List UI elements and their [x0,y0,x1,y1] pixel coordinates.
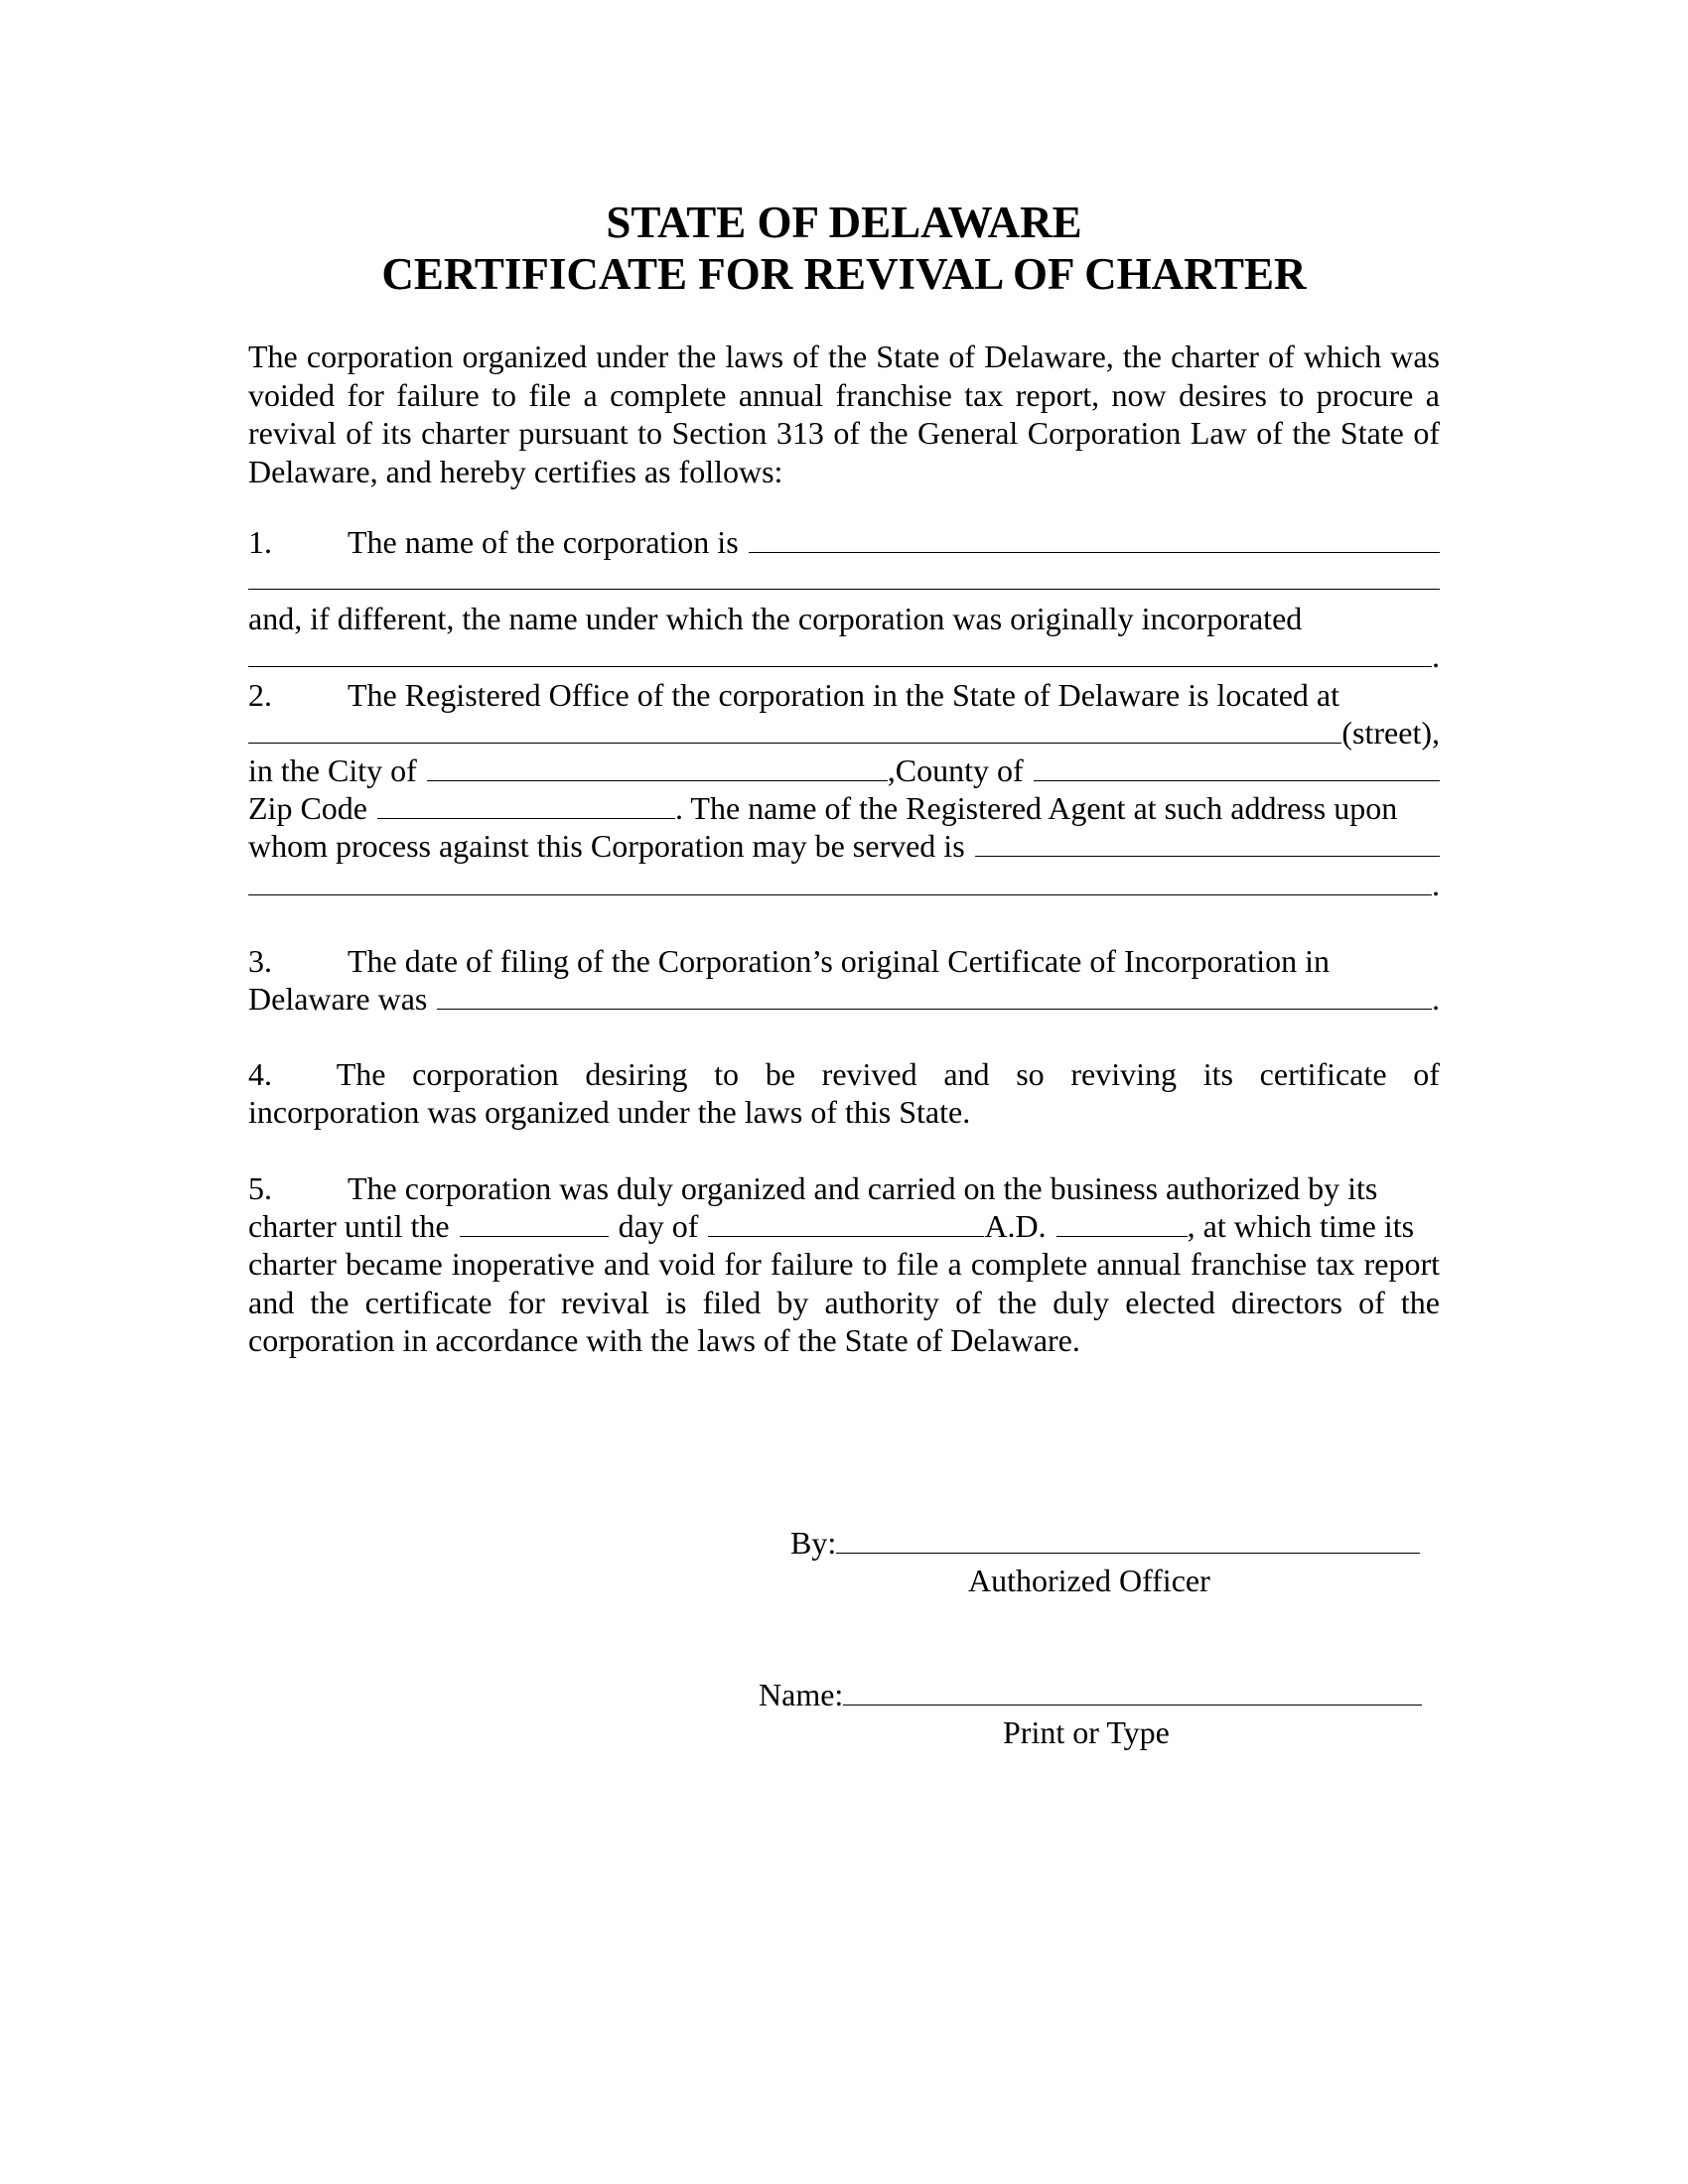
item-2-street-line [248,714,1440,751]
item-4-word: its [1202,1056,1233,1092]
year-field[interactable] [1056,1208,1188,1237]
item-1-text: The name of the corporation is [348,524,739,560]
item-4-text-2: incorporation was organized under the laws of this State. [248,1094,971,1130]
item-4-word: revived [821,1056,917,1092]
item-1-original-name-line [248,600,1440,637]
city-field[interactable] [427,752,888,781]
item-3-text-2: Delaware was [248,981,428,1017]
street-field[interactable] [248,715,1341,744]
item-1-number: 1. [248,524,272,560]
item-4-line-2 [248,1093,1440,1131]
until-label: charter until the [248,1208,450,1244]
item-4-number: 4. [248,1056,272,1092]
item-2-process-line [248,827,1440,865]
item-5-tail: , at which time its [1187,1208,1415,1244]
name-caption: Print or Type [1003,1714,1170,1750]
street-label: (street), [1341,715,1440,751]
agent-text: . The name of the Registered Agent at such address upon [674,790,1398,826]
item-1-line [248,523,1440,561]
item-1-blank-line [248,561,1440,599]
day-of-label: day of [618,1208,699,1244]
item-2-number: 2. [248,677,272,713]
intro-paragraph: The corporation organized under the laws of the State of Delaware, the charter of which was voided for failure to file a complete annual franchise tax report, now desires to procure a revival of its charter pursuant to Section 313 of the General Corporation Law of the State of Delaware, and hereby certifies as follows: [248,339,1440,489]
item-4-word: The [336,1056,386,1092]
item-2-line [248,676,1440,714]
registered-agent-field[interactable] [975,828,1440,857]
name-field[interactable] [843,1677,1422,1706]
by-signature-field[interactable] [836,1525,1420,1554]
item-3-period: . [1432,981,1440,1017]
item-1-period: . [1432,638,1440,674]
item-2-agent-blank [248,866,1440,903]
item-3-text: The date of filing of the Corporation’s original Certificate of Incorporation in [348,943,1331,979]
item-5-number: 5. [248,1170,272,1206]
by-label: By: [790,1525,837,1561]
by-signature-line [790,1524,1420,1562]
by-caption: Authorized Officer [968,1563,1210,1598]
item-4-word: reviving [1070,1056,1178,1092]
item-4-word: desiring [585,1056,688,1092]
item-2-city-line [248,751,1440,789]
item-4-word: and [943,1056,990,1092]
item-4-word: certificate [1259,1056,1387,1092]
item-1-original-name-text: and, if different, the name under which the corporation was originally incorporated [248,601,1303,636]
item-5-line [248,1169,1440,1207]
zip-label: Zip Code [248,790,367,826]
process-text: whom process against this Corporation may be served is [248,828,965,864]
item-2-text: The Registered Office of the corporation in the State of Delaware is located at [348,677,1340,713]
name-signature-line [759,1676,1422,1713]
name-label: Name: [759,1677,844,1712]
title-line-2: CERTIFICATE FOR REVIVAL OF CHARTER [381,249,1307,299]
item-2-period: . [1432,867,1440,902]
county-field[interactable] [1034,752,1440,781]
item-4-word: so [1016,1056,1045,1092]
month-field[interactable] [708,1208,984,1237]
item-4-word: corporation [412,1056,559,1092]
item-5-rest: charter became inoperative and void for failure to file a complete annual franchise tax report and the certificate for revival is filed by authority of the duly elected directors of the corporation in accordance with the laws of the State of Delaware. [248,1246,1440,1358]
item-3-date-line [248,980,1440,1018]
county-label: ,County of [887,752,1024,788]
item-4-word: of [1413,1056,1440,1092]
item-4-line [248,1055,1440,1093]
item-1-original-name-blank [248,637,1440,675]
zip-field[interactable] [377,790,675,819]
corporation-name-field[interactable] [749,524,1440,553]
ad-label: A.D. [984,1208,1047,1244]
corporation-name-field-continued[interactable] [248,561,1440,590]
item-3-line [248,942,1440,980]
item-4-word: be [765,1056,795,1092]
title-line-1: STATE OF DELAWARE [606,198,1082,247]
item-5-date-line [248,1207,1440,1245]
original-name-field[interactable] [248,638,1432,667]
incorporation-date-field[interactable] [437,981,1432,1010]
day-field[interactable] [460,1208,609,1237]
item-3-number: 3. [248,943,272,979]
item-5-text: The corporation was duly organized and carried on the business authorized by its [348,1170,1378,1206]
item-4-word: to [714,1056,740,1092]
city-label: in the City of [248,752,417,788]
registered-agent-field-continued[interactable] [248,867,1432,895]
item-2-zip-line [248,789,1440,827]
